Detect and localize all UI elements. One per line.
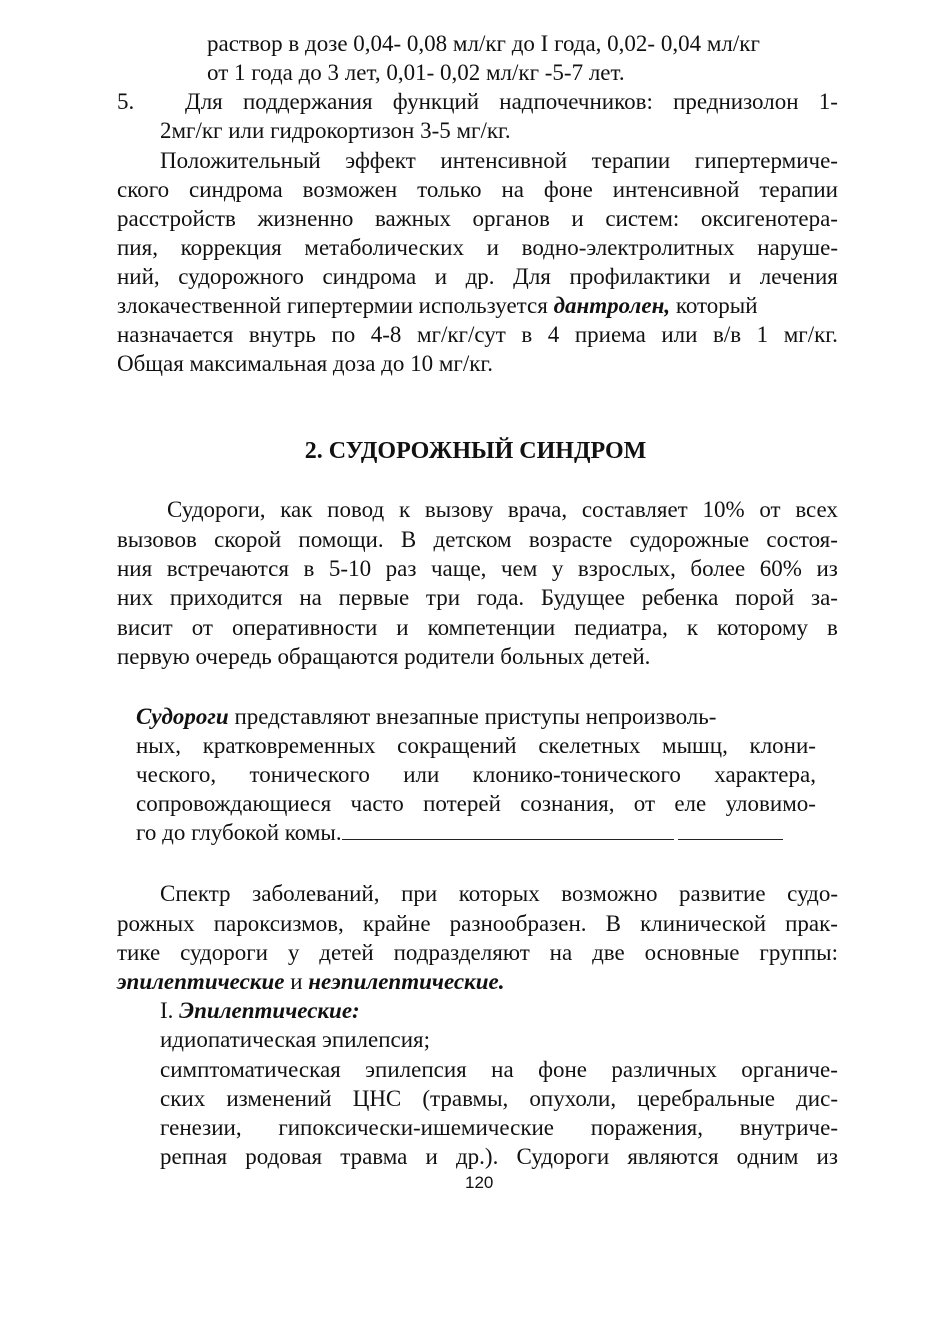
word: органов bbox=[472, 206, 550, 231]
word: чаще, bbox=[430, 556, 487, 581]
word: ребенка bbox=[641, 585, 719, 610]
word: сокращений bbox=[397, 733, 517, 758]
para2-line-4 bbox=[117, 583, 838, 612]
word: прак- bbox=[785, 911, 838, 936]
word: 4-8 bbox=[370, 322, 402, 347]
word: по bbox=[331, 322, 356, 347]
word: встречаются bbox=[166, 556, 289, 581]
word: которому bbox=[716, 615, 809, 640]
word: тонического bbox=[249, 762, 370, 787]
drug-name-dantrolene: дантролен, bbox=[553, 293, 671, 318]
word: скелетных bbox=[538, 733, 641, 758]
word: разнообразен. bbox=[449, 911, 587, 936]
word: Для bbox=[185, 89, 223, 114]
word: сознания, bbox=[520, 791, 615, 816]
word: важных bbox=[375, 206, 451, 231]
word: изменений bbox=[226, 1086, 332, 1111]
word: травма bbox=[340, 1144, 408, 1169]
word: пароксизмов, bbox=[213, 911, 344, 936]
word: надпочечников: bbox=[499, 89, 653, 114]
word: и bbox=[571, 206, 584, 231]
definition-term: Судороги bbox=[136, 704, 229, 729]
word: функций bbox=[392, 89, 480, 114]
word: пия, bbox=[117, 235, 158, 260]
word: фоне bbox=[538, 1057, 587, 1082]
word: Судороги bbox=[516, 1144, 610, 1169]
word: за- bbox=[810, 585, 838, 610]
word: В bbox=[605, 911, 621, 936]
word: порой bbox=[735, 585, 795, 610]
word: две bbox=[592, 940, 625, 965]
word: года. bbox=[476, 585, 525, 610]
word: внутриче- bbox=[739, 1115, 838, 1140]
word: интенсивной bbox=[612, 177, 740, 202]
word: возможен bbox=[302, 177, 398, 202]
para1-line-6: злокачественной гипертермии используется дантролен, который bbox=[117, 293, 758, 318]
word: при bbox=[401, 881, 438, 906]
definition-line-5: го до глубокой комы. bbox=[136, 818, 783, 847]
para2-line-6: первую очередь обращаются родители больных детей. bbox=[117, 644, 651, 669]
group1-item-2-line-4 bbox=[160, 1142, 838, 1171]
word: водно-электролитных bbox=[521, 235, 735, 260]
para1-line-3 bbox=[117, 204, 838, 233]
word: взрослых, bbox=[577, 556, 676, 581]
word: различных bbox=[611, 1057, 717, 1082]
group1-item-2-line-1 bbox=[160, 1055, 838, 1084]
word: на bbox=[491, 1057, 514, 1082]
word: к bbox=[686, 615, 698, 640]
word: мг/кг/сут bbox=[416, 322, 506, 347]
word: приходится bbox=[169, 585, 283, 610]
word: одним bbox=[736, 1144, 799, 1169]
word: метаболических bbox=[304, 235, 464, 260]
word: судорожного bbox=[178, 264, 304, 289]
word: из bbox=[816, 556, 838, 581]
word: них bbox=[117, 585, 154, 610]
word: коррекция bbox=[180, 235, 282, 260]
word: эффект bbox=[345, 148, 416, 173]
word: вызовов bbox=[117, 527, 197, 552]
para3-line-2 bbox=[117, 909, 838, 938]
word: симптоматическая bbox=[160, 1057, 341, 1082]
word: являются bbox=[627, 1144, 719, 1169]
word: оперативности bbox=[231, 615, 378, 640]
word: вызову bbox=[424, 497, 494, 522]
dosage-line-2: от 1 года до 3 лет, 0,01- 0,02 мл/кг -5-7 лет. bbox=[207, 60, 625, 85]
word: чем bbox=[500, 556, 538, 581]
word: синдрома bbox=[322, 264, 417, 289]
word: только bbox=[417, 177, 482, 202]
para1-line-4 bbox=[117, 233, 838, 262]
word: 4 bbox=[547, 322, 560, 347]
word: терапии bbox=[759, 177, 838, 202]
word: 5-10 bbox=[328, 556, 372, 581]
word: Судороги, bbox=[167, 497, 266, 522]
word: ния bbox=[117, 556, 153, 581]
word: и bbox=[728, 264, 742, 289]
word: подразделяют bbox=[393, 940, 530, 965]
word: генезии, bbox=[160, 1115, 242, 1140]
word: или bbox=[403, 762, 440, 787]
word: систем: bbox=[605, 206, 680, 231]
word: эпилепсия bbox=[365, 1057, 467, 1082]
word: и bbox=[396, 615, 409, 640]
word: и bbox=[425, 1144, 438, 1169]
word: профилактики bbox=[569, 264, 711, 289]
word: как bbox=[280, 497, 313, 522]
word: судорожные bbox=[629, 527, 750, 552]
word: гипоксически-ишемические bbox=[278, 1115, 555, 1140]
word: детском bbox=[433, 527, 512, 552]
word: наруше- bbox=[757, 235, 838, 260]
word: в bbox=[521, 322, 533, 347]
word: и bbox=[486, 235, 499, 260]
word: ных, bbox=[136, 733, 182, 758]
word: ЦНС bbox=[352, 1086, 402, 1111]
word: первые bbox=[338, 585, 410, 610]
para1-line-1 bbox=[160, 146, 838, 175]
para2-line-3 bbox=[117, 554, 838, 583]
para1-line-7 bbox=[117, 320, 838, 349]
word: на bbox=[549, 940, 573, 965]
word: ского bbox=[117, 177, 170, 202]
group1-item-2-line-2 bbox=[160, 1084, 838, 1113]
word: ний, bbox=[117, 264, 160, 289]
word: (травмы, bbox=[422, 1086, 509, 1111]
word: в bbox=[303, 556, 315, 581]
word: 60% bbox=[759, 556, 802, 581]
word: терапии bbox=[591, 148, 671, 173]
word: Спектр bbox=[160, 881, 231, 906]
word: врача, bbox=[507, 497, 568, 522]
definition-line-2 bbox=[136, 731, 816, 760]
definition-line-4 bbox=[136, 789, 816, 818]
word: клонико-тонического bbox=[472, 762, 681, 787]
word: к bbox=[398, 497, 411, 522]
word: педиатра, bbox=[574, 615, 668, 640]
word: состоя- bbox=[766, 527, 838, 552]
word: раз bbox=[385, 556, 417, 581]
word: дис- bbox=[796, 1086, 838, 1111]
word: клинической bbox=[640, 911, 767, 936]
word: лечения bbox=[759, 264, 838, 289]
word: ских bbox=[160, 1086, 206, 1111]
word: расстройств bbox=[117, 206, 236, 231]
word: помощи. bbox=[298, 527, 384, 552]
word: характера, bbox=[714, 762, 816, 787]
word: развитие bbox=[679, 881, 766, 906]
word: мг/кг. bbox=[783, 322, 838, 347]
word: от bbox=[759, 497, 781, 522]
dosage-line-1: раствор в дозе 0,04- 0,08 мл/кг до I года, 0,02- 0,04 мл/кг bbox=[207, 31, 760, 56]
word: висит bbox=[117, 615, 173, 640]
list-number-5: 5. bbox=[117, 89, 135, 114]
item5-line-1 bbox=[185, 87, 838, 116]
word: Для bbox=[513, 264, 551, 289]
word: крайне bbox=[362, 911, 431, 936]
word: компетенции bbox=[427, 615, 556, 640]
word: 1- bbox=[818, 89, 838, 114]
page-number: 120 bbox=[465, 1173, 494, 1192]
section-heading: 2. СУДОРОЖНЫЙ СИНДРОМ bbox=[304, 438, 647, 464]
word: основные bbox=[644, 940, 740, 965]
word: др. bbox=[465, 264, 495, 289]
group1-heading: I. Эпилептические: bbox=[160, 998, 360, 1023]
word: от bbox=[191, 615, 213, 640]
word: в/в bbox=[712, 322, 742, 347]
word: репная bbox=[160, 1144, 228, 1169]
word: часто bbox=[350, 791, 404, 816]
word: всех bbox=[795, 497, 838, 522]
word: клони- bbox=[749, 733, 816, 758]
word: более bbox=[690, 556, 746, 581]
word: Будущее bbox=[540, 585, 625, 610]
word: Положительный bbox=[160, 148, 321, 173]
word: из bbox=[816, 1144, 838, 1169]
word: опухоли, bbox=[529, 1086, 617, 1111]
word: судороги bbox=[180, 940, 268, 965]
para1-line-2 bbox=[117, 175, 838, 204]
para2-line-2 bbox=[117, 525, 838, 554]
word: скорой bbox=[214, 527, 282, 552]
word: др.). bbox=[455, 1144, 499, 1169]
word: уловимо- bbox=[725, 791, 816, 816]
definition-line-3 bbox=[136, 760, 816, 789]
word: которых bbox=[458, 881, 540, 906]
para2-line-5 bbox=[117, 613, 838, 642]
word: жизненно bbox=[257, 206, 354, 231]
word: составляет bbox=[581, 497, 688, 522]
word: назначается bbox=[117, 322, 234, 347]
underline-rule bbox=[342, 821, 674, 840]
word: на bbox=[501, 177, 524, 202]
word: ческого, bbox=[136, 762, 217, 787]
para3-line-4: эпилептические и неэпилептические. bbox=[117, 969, 505, 994]
para3-line-1 bbox=[160, 879, 838, 908]
word: потерей bbox=[423, 791, 501, 816]
group1-item-2-line-3 bbox=[160, 1113, 838, 1142]
word: кратковременных bbox=[202, 733, 376, 758]
para1-line-8: Общая максимальная доза до 10 мг/кг. bbox=[117, 351, 493, 376]
word: родовая bbox=[245, 1144, 323, 1169]
para3-line-3 bbox=[117, 938, 838, 967]
word: мышц, bbox=[662, 733, 728, 758]
para1-line-5 bbox=[117, 262, 838, 291]
word: от bbox=[633, 791, 656, 816]
word: у bbox=[551, 556, 564, 581]
word: поражения, bbox=[590, 1115, 704, 1140]
word: рожных bbox=[117, 911, 195, 936]
word: 1 bbox=[756, 322, 769, 347]
word: приема bbox=[574, 322, 646, 347]
word: внутрь bbox=[248, 322, 316, 347]
word: в bbox=[827, 615, 838, 640]
word: сопровождающиеся bbox=[136, 791, 332, 816]
word: гипертермиче- bbox=[694, 148, 838, 173]
para2-line-1 bbox=[167, 495, 838, 524]
word: органиче- bbox=[741, 1057, 838, 1082]
word: судо- bbox=[787, 881, 838, 906]
word: у bbox=[287, 940, 300, 965]
word: повод bbox=[327, 497, 385, 522]
word: и bbox=[434, 264, 448, 289]
word: детей bbox=[319, 940, 374, 965]
word: или bbox=[661, 322, 698, 347]
word: группы: bbox=[759, 940, 838, 965]
definition-line-1: Судороги представляют внезапные приступы непроизволь- bbox=[136, 704, 717, 729]
word: на bbox=[299, 585, 322, 610]
item5-line-2: 2мг/кг или гидрокортизон 3-5 мг/кг. bbox=[160, 118, 511, 143]
word: преднизолон bbox=[673, 89, 799, 114]
word: оксигенотера- bbox=[700, 206, 838, 231]
word: 10% bbox=[702, 497, 745, 522]
word: тике bbox=[117, 940, 161, 965]
word: поддержания bbox=[242, 89, 373, 114]
word: интенсивной bbox=[440, 148, 568, 173]
word: еле bbox=[674, 791, 707, 816]
word: возможно bbox=[561, 881, 658, 906]
word: синдрома bbox=[189, 177, 283, 202]
word: фоне bbox=[543, 177, 593, 202]
word: возрасте bbox=[528, 527, 613, 552]
word: заболеваний, bbox=[252, 881, 380, 906]
word: В bbox=[400, 527, 417, 552]
underline-rule-2 bbox=[678, 821, 783, 840]
word: церебральные bbox=[637, 1086, 775, 1111]
group1-item-1: идиопатическая эпилепсия; bbox=[160, 1027, 430, 1052]
word: три bbox=[425, 585, 461, 610]
